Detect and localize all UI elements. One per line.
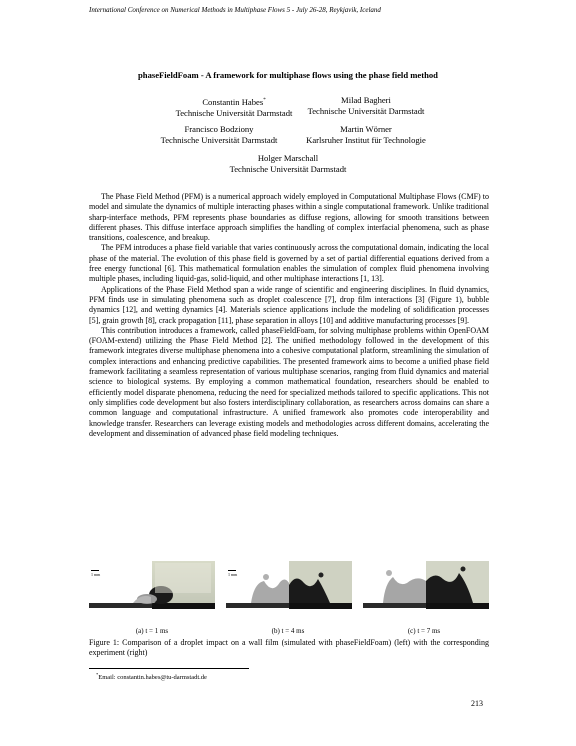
droplet-impact-image (363, 553, 489, 621)
scale-bar: 1 mm (228, 572, 238, 577)
paragraph: The Phase Field Method (PFM) is a numerical approach widely employed in Computational Multiphase Flows (CMF) to model and simulate the dynamics of multiple interacting phases within a single computational framework. Unlike traditional sharp-interface methods, PFM represents phase boundaries as diffuse regions, allowing for smooth transitions between different phases. This diffuse interface approach simplifies the handling of complex interfacial phenomena, such as phase transitions, coalescence, and breakup. (89, 192, 489, 243)
running-header: International Conference on Numerical Methods in Multiphase Flows 5 - July 26-28, Reykjavik, Iceland (89, 6, 381, 14)
author-block (276, 95, 456, 117)
author-block (276, 124, 456, 146)
author-affiliation: Karlsruher Institut für Technologie (306, 135, 426, 145)
figure-panel-a (89, 553, 215, 621)
scale-bar: 1 mm (91, 572, 101, 577)
paragraph: Applications of the Phase Field Method span a wide range of scientific and engineering disciplines. In fluid dynamics, PFM finds use in simulating phenomena such as droplet coalescence [7], drop film interactions [3] (Figure 1), bubble dynamics [12], and wetting dynamics [4]. Materials science applications include the modeling of solidification processes [5], grain growth [8], crack propagation [11], phase separation in alloys [10] and additive manufacturing processes [9]. (89, 284, 489, 325)
footnote-mark: * (96, 672, 99, 677)
author-name: Milad Bagheri (341, 95, 391, 105)
paper-title: phaseFieldFoam - A framework for multiphase flows using the phase field method (138, 70, 438, 80)
footnote-rule (89, 668, 249, 669)
author-block (198, 153, 378, 175)
author-name: Constantin Habes (202, 96, 264, 107)
paragraph: The PFM introduces a phase field variable that varies continuously across the computational domain, indicating the local phase of the material. The evolution of this phase field is governed by a set of partial differential equations derived from a free energy functional [6]. This mathematical formulation enables the simulation of complex fluid phenomena involving multiple phases, including liquid-gas, solid-liquid, and other multiphase interactions [1, 13]. (89, 243, 489, 284)
author-name: Holger Marschall (257, 153, 319, 163)
author-affiliation: Technische Universität Darmstadt (175, 107, 293, 118)
author-affiliation: Technische Universität Darmstadt (229, 164, 347, 174)
author-name: Francisco Bodziony (184, 124, 254, 134)
footnote (96, 672, 207, 681)
paragraph: This contribution introduces a framework, called phaseFieldFoam, for solving multiphase problems within OpenFOAM (FOAM-extend) utilizing the Phase Field Method [2]. The unified methodology followed in the development of this framework integrates diverse multiphase phenomena into a cohesive computational platform, streamlining the simulation of complex interactions and enhancing predictive capabilities. The presented framework aims to become a unified phase field framework facilitating a seamless representation of various multiphase scenarios, ranging from fluid dynamics and material science to biological systems. By employing a common mathematical foundation, researchers should be enabled to efficiently model disparate phenomena, reducing the need for specialized methods tailored to specific applications. This not only simplifies code development but also fosters interdisciplinary collaboration, as researchers across domains can share a common language and computational infrastructure. A unified framework also promotes code interoperability and knowledge transfer. Researchers can leverage existing models and methodologies across different domains, accelerating the development and dissemination of advanced phase field modeling techniques. (89, 325, 489, 438)
subcaption-a: (a) t = 1 ms (135, 627, 169, 635)
author-name: Martin Wörner (340, 124, 392, 134)
figure-1 (89, 553, 489, 625)
figure-panel-c (363, 553, 489, 621)
figure-caption: Figure 1: Comparison of a droplet impact on a wall film (simulated with phaseFieldFoam) (left) with the corresponding experiment (right) (89, 638, 489, 658)
footnote-mark: * (263, 98, 266, 103)
subcaption-c: (c) t = 7 ms (407, 627, 441, 635)
footnote-text: Email: constantin.habes@tu-darmstadt.de (98, 674, 207, 682)
author-affiliation: Technische Universität Darmstadt (307, 106, 425, 116)
droplet-impact-image (226, 553, 352, 621)
page-number: 213 (471, 699, 483, 708)
figure-panel-b (226, 553, 352, 621)
body-text (89, 192, 489, 439)
author-affiliation: Technische Universität Darmstadt (160, 135, 278, 145)
subcaption-b: (b) t = 4 ms (271, 627, 305, 635)
droplet-impact-image (89, 553, 215, 621)
